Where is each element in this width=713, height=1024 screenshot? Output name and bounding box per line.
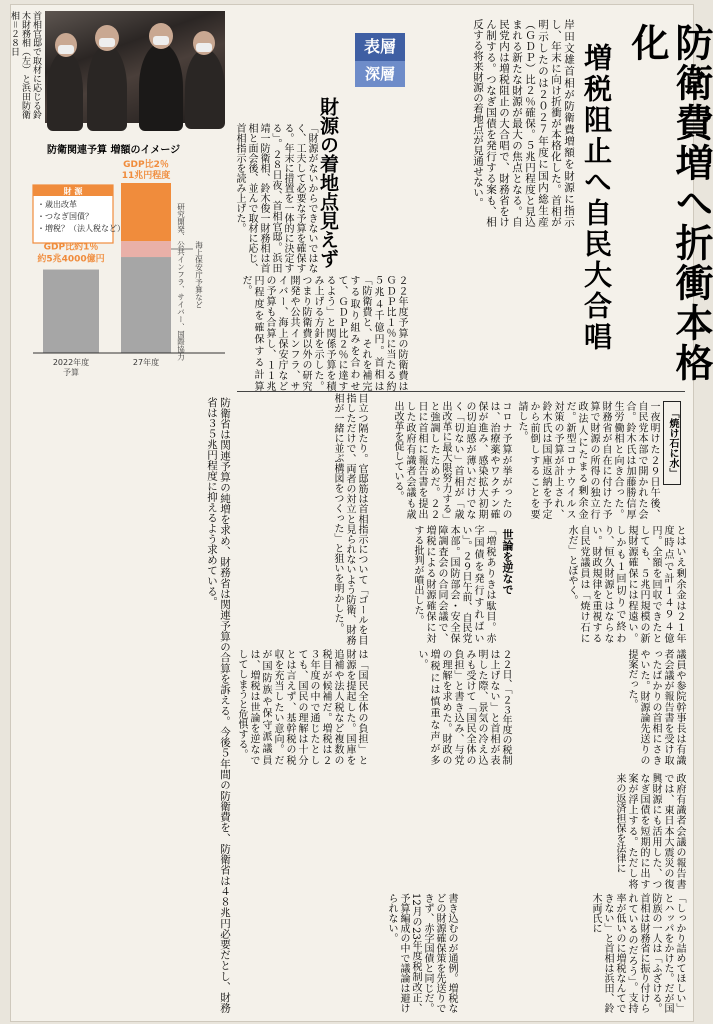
label-2022-line2: 約5兆4000億円 xyxy=(37,254,105,265)
column-badge xyxy=(355,33,405,89)
photo-caption: 首相官邸で取材に応じる鈴木財務相（左）と浜田防衛相＝２８日 xyxy=(9,11,41,119)
chart-title: 防衛関連予算 増額のイメージ xyxy=(47,145,181,156)
annotation-coastguard: 海上保安庁予算など xyxy=(194,241,204,309)
lead-paragraph: 岸田文雄首相が防衛費増額を財源に指示し、年末に向け折衝が本格化した。首相が明示したのは２０２７年度に国内総生産（ＧＤＰ）比２％確保。５兆円程度と見込まれる新たな財源が最大の焦点となる。自民党内は増税阻止の大合唱で、財務省をけん制する。つなぎ国債を発行する案も、相反する将来財源の着地点が見通せない。 xyxy=(472,19,575,227)
body-left-col-1: 「財源がないからできないではなく、工夫して必要な予算を確保する。年末に措置を一体的に決定する」。２８日夜、首相官邸。浜田靖一防衛相、鈴木俊一財務相は首相と面会後、並んで取材に応じ、首相指示を読み上げた。 xyxy=(234,123,317,273)
budget-chart xyxy=(29,143,229,385)
subhead-tag-yakeishi: 「焼け石に水」 xyxy=(663,401,681,485)
sub-headline: 増税阻止へ自民大合唱 xyxy=(580,43,613,353)
financing-item-2: ・増税？（法人税など） xyxy=(37,224,125,233)
body-right-col-6: ２２日、「２３年度の税制は上げない」と首相が表明した際、景気の冷え込みも受けて「国民全体の負担」と書き込み、与党の理解を求めた。財政の増税には慎重な声が多い。 xyxy=(416,649,511,765)
newspaper-page xyxy=(9,4,713,1022)
body-left-col-2: ２２年度予算の防衛費はＧＤＰ比１％に当たる約５兆４千億円。首相は「防衛費と、それを補完する取り組みを合わせて、ＧＤＰ比２％に達するよう」と関係予算を積み上げる方針を示した。つまり防衛費以外の研究開発や公共インフラ、サイバー、海上保安庁などの予算も合算し、１１兆円程度を確保する計算だ。 xyxy=(240,275,407,391)
body-right-col-2: コロナ予算が挙がったのは、治療薬やワクチン確保が進み、感染拡大初期の切迫感が薄いだけでなく「切ない」首相が「歳出改革に最大限努力する」と強調したためだ。２２日に首相に報告書を提出した政府有識者会議も歳出改革を促している。 xyxy=(392,401,511,519)
financing-box-title: 財 源 xyxy=(63,187,83,196)
bar-2027-orange xyxy=(121,183,171,241)
tick-2027: 27年度 xyxy=(132,358,160,367)
label-2027-line2: 11兆円程度 xyxy=(121,171,171,181)
badge-top-label: 表層 xyxy=(355,33,405,61)
section-title-visible: 財源の着地点見えず xyxy=(317,97,339,268)
body-tail-col-2: は「国民全体の負担」と財源を提起した。国庫を追補や法人税など複数の税目が候補だ。増税は２３年度の中で通じたとしても、国民の理解は十分とは言えず、基幹税の税収を充当したい意向。だが国防族や保守派議員は、増税は世論を逆なでしてしまうと危惧する。 xyxy=(236,649,367,765)
subhead-seron: 世論を逆なで xyxy=(501,529,514,595)
tick-2022: 2022年度 xyxy=(52,358,90,367)
bar-2022 xyxy=(43,270,99,353)
label-2027-line1: GDP比2％ xyxy=(123,160,169,170)
tick-2022-sub: 予算 xyxy=(63,368,79,377)
label-2022-line1: GDP比約1％ xyxy=(43,242,99,253)
body-left-bottom: 防衛省は関連予算の純増を求め、財務省は関連予算の合算を訴える。今後５年間の防衛費を、防衛省は４８兆円必要だとし、財務省は３５兆円程度に抑えるよう求めている。 xyxy=(206,397,231,1013)
body-tail-col-3: 政府有識者会議の報告書では、東日本大震災の復興財源にも活用した、つなぎ国債を短期的に出す案が浮上する。ただし将来の返済担保を法律に xyxy=(614,773,685,889)
main-headline: 防衛費増へ折衝本格化 xyxy=(625,23,713,383)
body-tail-col-4: 書き込むのが通例。増税などの財源確保策を先送りできず、赤字国債と同じだ。12月の23年度税制改正、予算編成の中で議論は避けられない。 xyxy=(386,893,457,1013)
section-divider xyxy=(237,391,685,392)
financing-item-1: ・つなぎ国債？ xyxy=(37,212,93,221)
body-right-col-1: 一夜明けた２９日午後、自民党本部で開かれた会合。鈴木氏は加藤勝信厚生労働相と向き合った。財務省が自在に付けた予算で財源の所得の独立行政法人にたまる剰余金だ。新型コロナウイルス対策の予算が計上され、鈴木氏は国庫返納を予定から前倒しすることを要請した。 xyxy=(516,401,659,519)
body-right-col-5: 議員や参院幹事長は有識者会議が報告書を受け取ったばかりの首相にさきやいた。財源論先送りの提案だった。 xyxy=(626,649,685,765)
badge-bottom-label: 深層 xyxy=(355,61,405,87)
financing-item-0: ・歳出改革 xyxy=(37,200,77,209)
news-photo xyxy=(45,11,225,123)
body-tail-col-5: 「しっかり詰めてほしい」とハッパをかけた。だが国防族の一人は「ふざける。首相は財務省に振り付けられているのだろう」。支持率が低いのに増税なんてできない」と首相は浜田、鈴木両氏に xyxy=(590,893,685,1013)
body-right-col-3: とはいえ剰余金は２１年度時点で計１４９４億円。全額を回収できたとしても、５兆円規模の新規財源確保には程遠い。しかも１回切りで終わり、恒久財源とはならない。財政規律を重視する自民党議員は「焼け石に水だ」とぼやく。 xyxy=(566,525,685,643)
body-left-bottom-2: 目立つ隔たり。官邸筋は首相指示について「ゴールを目指しただけで、両者の対立と見られないよう防衛、財務相が一緒に並ぶ構図をつくった」と狙いを明かした。 xyxy=(332,393,367,645)
bar-2027-base xyxy=(121,257,171,353)
annotation-research: 研究開発、公共インフラ、サイバー、国際協力 xyxy=(176,203,186,361)
body-right-col-4: 「増税ありきは駄目。赤字国債を発行すればいい」。２９日午前、自民党本部。国防部会・安全保障調査会の合同会議で、増税による財源確保に対する批判が噴出した。 xyxy=(412,525,495,643)
bar-2027-hatch xyxy=(121,241,171,257)
